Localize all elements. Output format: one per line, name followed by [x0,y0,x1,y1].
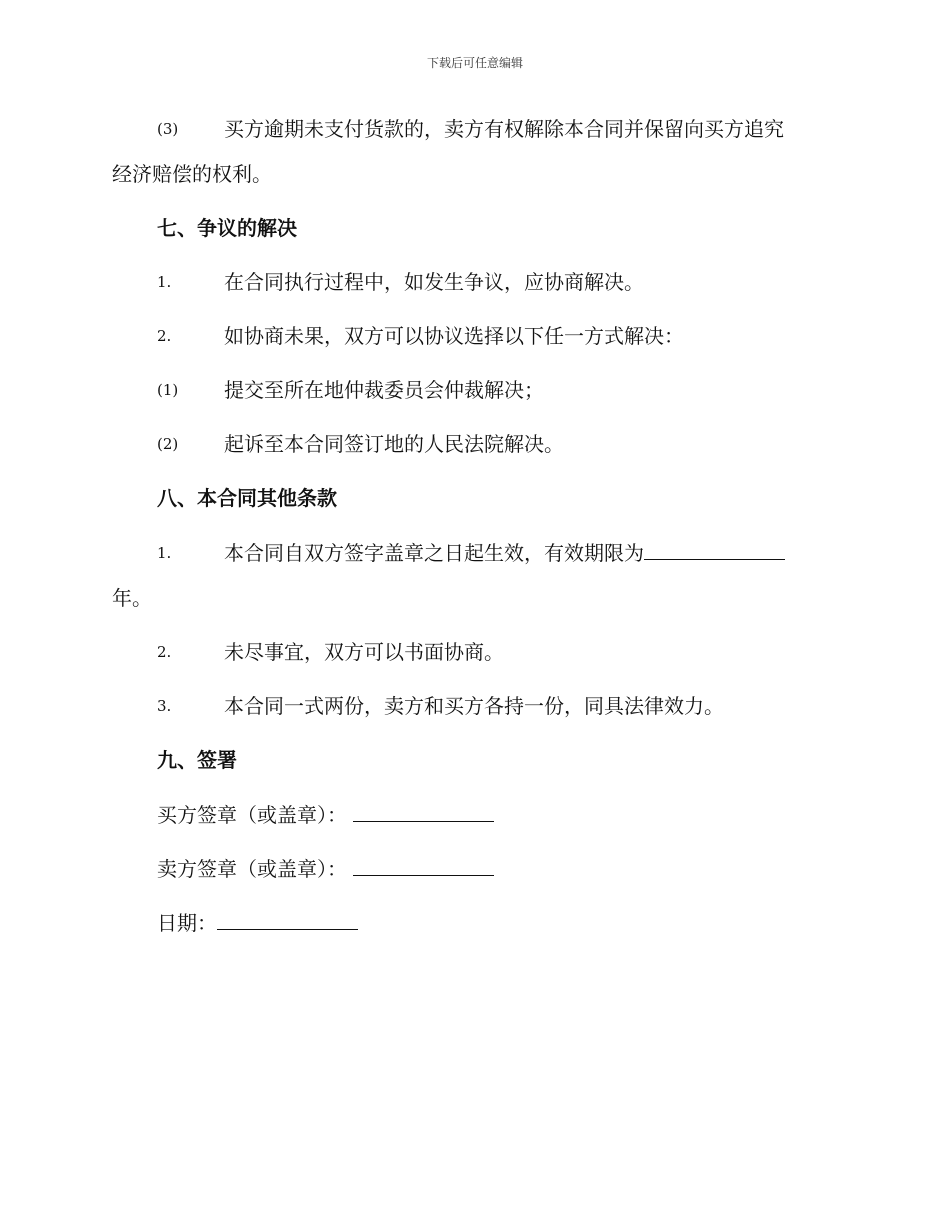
item-number: (3) [157,120,179,138]
item-text: 提交至所在地仲裁委员会仲裁解决； [224,378,544,402]
item-text: 本合同一式两份，卖方和买方各持一份，同具法律效力。 [224,694,724,718]
item-number: (2) [157,435,179,453]
item-text: 本合同自双方签字盖章之日起生效，有效期限为 [224,541,644,565]
item-number: 1. [157,273,172,291]
seller-signature-label: 卖方签章（或盖章）： [157,857,347,881]
item-number: 1. [157,544,172,562]
item-number: 2. [157,327,172,345]
item-text: 在合同执行过程中，如发生争议，应协商解决。 [224,270,644,294]
item-number: 3. [157,697,172,715]
date-label: 日期： [157,911,217,935]
item-text: 买方逾期未支付货款的，卖方有权解除本合同并保留向买方追究 [224,117,784,141]
page-header: 下载后可任意编辑 [426,56,523,70]
item-text: 起诉至本合同签订地的人民法院解决。 [224,432,564,456]
section-8-title: 八、本合同其他条款 [157,486,337,510]
validity-period-blank[interactable] [644,539,785,560]
item-text-with-blank [224,539,785,567]
buyer-signature-label: 买方签章（或盖章）： [157,803,347,827]
date-blank[interactable] [217,909,358,930]
item-text: 如协商未果，双方可以协议选择以下任一方式解决： [224,324,684,348]
item-number: (1) [157,381,179,399]
section-9-title: 九、签署 [157,748,237,772]
item-continuation-text: 经济赔偿的权利。 [112,162,272,186]
date-field [157,909,358,937]
item-continuation-text: 年。 [112,586,152,610]
seller-signature-blank[interactable] [353,855,494,876]
section-7-title: 七、争议的解决 [157,216,297,240]
item-number: 2. [157,643,172,661]
item-text: 未尽事宜，双方可以书面协商。 [224,640,504,664]
buyer-signature-blank[interactable] [353,801,494,822]
buyer-signature [157,801,494,829]
seller-signature [157,855,494,883]
